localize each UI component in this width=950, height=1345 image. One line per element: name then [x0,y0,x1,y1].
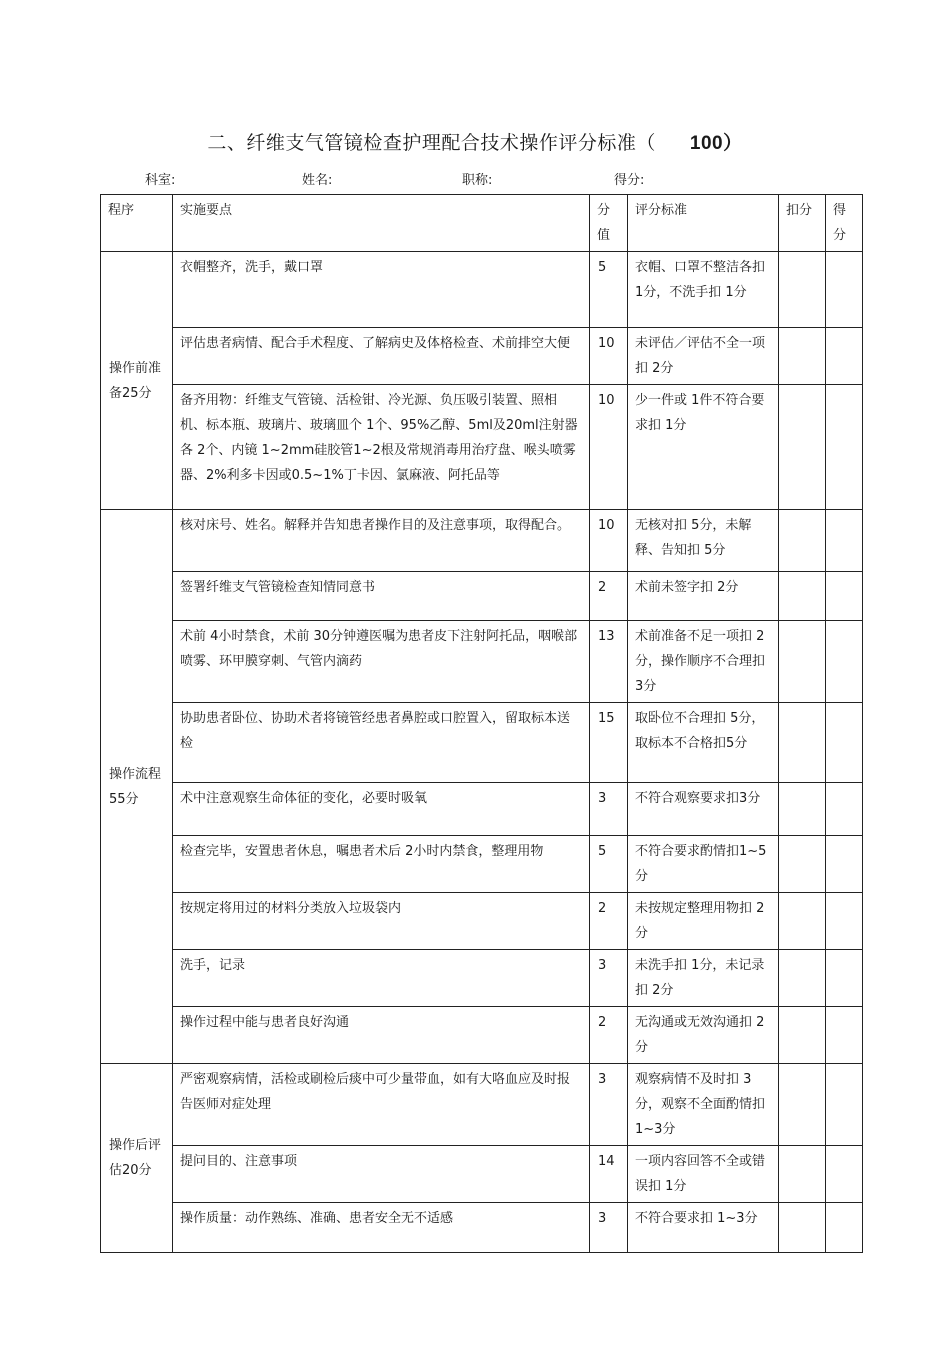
table-row [101,950,863,1007]
table-row [101,703,863,783]
row-point: 签署纤维支气管镜检查知情同意书 [173,572,590,621]
row-criteria: 不符合要求扣 1~3分 [628,1203,779,1253]
table-row [101,783,863,836]
row-point: 备齐用物：纤维支气管镜、活检钳、冷光源、负压吸引装置、照相机、标本瓶、玻璃片、玻璃皿个 1个、95%乙醇、5ml及20ml注射器各 2个、内镜 1~2mm硅胶管1~2根及常规消毒用治疗盘、喉头喷雾器、2%利多卡因或0.5~1%丁卡因、氯麻液、阿托品等 [173,385,590,510]
table-row [101,328,863,385]
row-gain [826,572,863,621]
row-criteria: 无核对扣 5分，未解释、告知扣 5分 [628,510,779,572]
row-gain [826,1007,863,1064]
row-value: 13 [590,621,628,703]
row-criteria: 衣帽、口罩不整洁各扣 1分，不洗手扣 1分 [628,252,779,328]
table-row [101,621,863,703]
row-point: 检查完毕，安置患者休息，嘱患者术后 2小时内禁食，整理用物 [173,836,590,893]
row-criteria: 一项内容回答不全或错误扣 1分 [628,1146,779,1203]
row-criteria: 取卧位不合理扣 5分，取标本不合格扣5分 [628,703,779,783]
section-name: 操作流程55分 [101,510,173,1064]
row-gain [826,385,863,510]
table-row [101,252,863,328]
dept-label: 科室: [145,173,176,188]
table-row [101,510,863,572]
row-value: 3 [590,950,628,1007]
row-gain [826,703,863,783]
row-deduct [779,1203,826,1253]
row-deduct [779,1064,826,1146]
row-value: 5 [590,836,628,893]
row-deduct [779,572,826,621]
table-row [101,1007,863,1064]
row-value: 3 [590,1064,628,1146]
table-row [101,836,863,893]
row-value: 3 [590,783,628,836]
row-deduct [779,621,826,703]
row-gain [826,836,863,893]
row-value: 2 [590,572,628,621]
section-name: 操作后评估20分 [101,1064,173,1253]
row-value: 5 [590,252,628,328]
row-deduct [779,510,826,572]
row-deduct [779,252,826,328]
row-deduct [779,893,826,950]
row-criteria: 观察病情不及时扣 3分，观察不全面酌情扣 1~3分 [628,1064,779,1146]
row-criteria: 术前准备不足一项扣 2分，操作顺序不合理扣 3分 [628,621,779,703]
row-point: 术中注意观察生命体征的变化，必要时吸氧 [173,783,590,836]
row-gain [826,252,863,328]
table-row [101,572,863,621]
table-row [101,1146,863,1203]
row-deduct [779,1146,826,1203]
page-title [0,128,950,155]
row-gain [826,328,863,385]
row-criteria: 不符合要求酌情扣1~5分 [628,836,779,893]
row-criteria: 不符合观察要求扣3分 [628,783,779,836]
section-name: 操作前准备25分 [101,252,173,510]
row-value: 15 [590,703,628,783]
header-gain: 得分 [826,195,863,252]
row-point: 术前 4小时禁食，术前 30分钟遵医嘱为患者皮下注射阿托品，咽喉部喷雾、环甲膜穿刺、气管内滴药 [173,621,590,703]
title-score: 100） [689,133,743,154]
row-point: 按规定将用过的材料分类放入垃圾袋内 [173,893,590,950]
row-deduct [779,385,826,510]
rank-label: 职称: [462,173,493,188]
header-deduct: 扣分 [779,195,826,252]
row-point: 严密观察病情，活检或刷检后痰中可少量带血，如有大咯血应及时报告医师对症处理 [173,1064,590,1146]
row-point: 衣帽整齐，洗手，戴口罩 [173,252,590,328]
header-value: 分值 [590,195,628,252]
row-point: 提问目的、注意事项 [173,1146,590,1203]
table-row [101,1203,863,1253]
row-criteria: 未评估／评估不全一项扣 2分 [628,328,779,385]
row-deduct [779,950,826,1007]
row-criteria: 术前未签字扣 2分 [628,572,779,621]
row-value: 10 [590,328,628,385]
row-value: 10 [590,510,628,572]
row-value: 2 [590,1007,628,1064]
score-label: 得分: [614,173,645,188]
row-gain [826,621,863,703]
row-value: 2 [590,893,628,950]
header-step: 程序 [101,195,173,252]
row-point: 操作质量：动作熟练、准确、患者安全无不适感 [173,1203,590,1253]
table-row [101,893,863,950]
row-deduct [779,783,826,836]
scoring-table [100,194,863,1253]
row-criteria: 未按规定整理用物扣 2分 [628,893,779,950]
row-gain [826,510,863,572]
row-gain [826,1064,863,1146]
row-deduct [779,836,826,893]
name-label: 姓名: [302,173,333,188]
row-value: 10 [590,385,628,510]
row-value: 3 [590,1203,628,1253]
row-value: 14 [590,1146,628,1203]
header-points: 实施要点 [173,195,590,252]
row-gain [826,1203,863,1253]
row-gain [826,950,863,1007]
row-point: 洗手，记录 [173,950,590,1007]
row-gain [826,783,863,836]
row-criteria: 未洗手扣 1分，未记录扣 2分 [628,950,779,1007]
row-deduct [779,1007,826,1064]
row-criteria: 无沟通或无效沟通扣 2分 [628,1007,779,1064]
table-row [101,1064,863,1146]
row-point: 核对床号、姓名。解释并告知患者操作目的及注意事项，取得配合。 [173,510,590,572]
row-point: 协助患者卧位、协助术者将镜管经患者鼻腔或口腔置入，留取标本送检 [173,703,590,783]
row-point: 操作过程中能与患者良好沟通 [173,1007,590,1064]
row-point: 评估患者病情、配合手术程度、了解病史及体格检查、术前排空大便 [173,328,590,385]
row-criteria: 少一件或 1件不符合要求扣 1分 [628,385,779,510]
table-header [101,195,863,252]
table-row [101,385,863,510]
title-text: 二、纤维支气管镜检查护理配合技术操作评分标准（ [207,132,656,154]
row-gain [826,1146,863,1203]
row-gain [826,893,863,950]
row-deduct [779,703,826,783]
row-deduct [779,328,826,385]
header-criteria: 评分标准 [628,195,779,252]
